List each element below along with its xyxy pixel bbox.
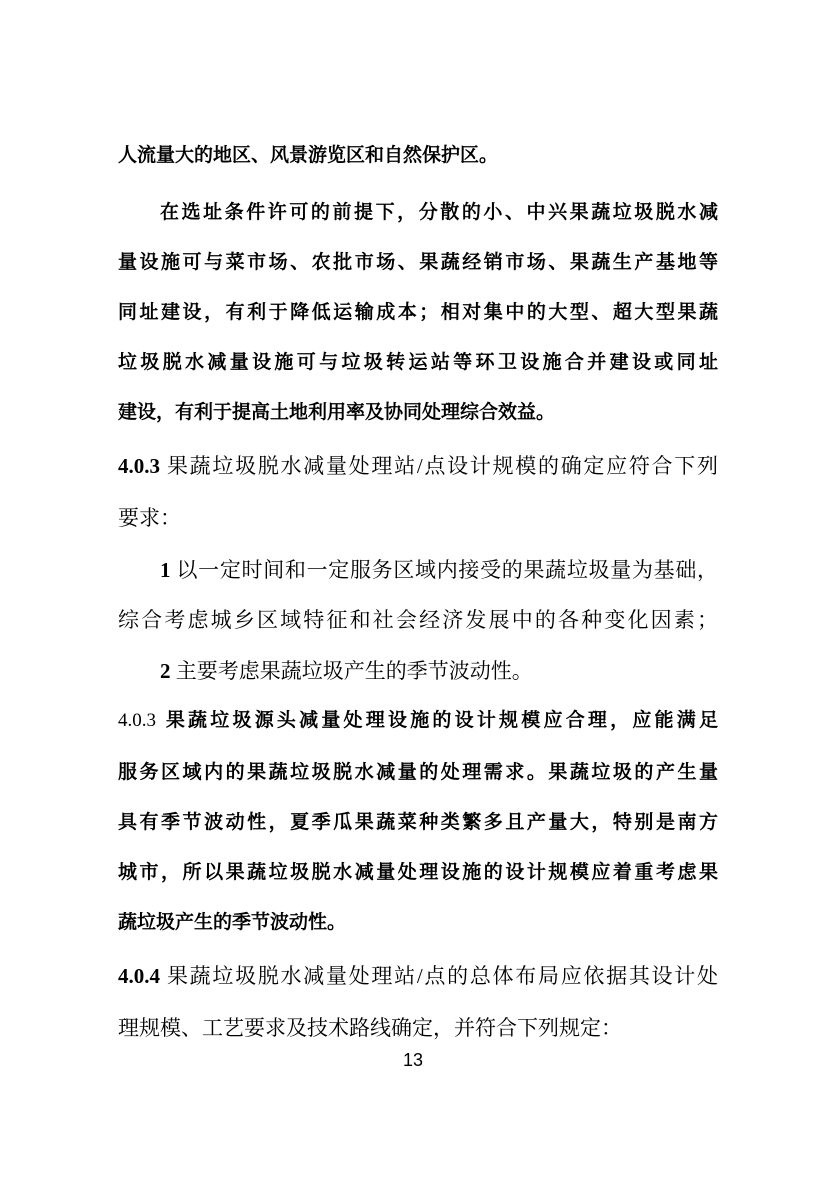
item-1-line-1 (160, 560, 718, 581)
explanation-1-line-1: 人流量大的地区、风景游览区和自然保护区。 (118, 144, 499, 166)
item-1-text-1: 以一定时间和一定服务区域内接受的果蔬垃圾量为基础， (176, 558, 719, 582)
clause-4-0-3-number: 4.0.3 (118, 454, 160, 478)
explanation-4-0-3-line-3: 具有季节波动性，夏季瓜果蔬菜种类繁多且产量大，特别是南方 (118, 811, 718, 833)
explanation-2-line-4: 垃圾脱水减量设施可与垃圾转运站等环卫设施合并建设或同址 (118, 351, 718, 373)
explanation-4-0-3-text-1: 果蔬垃圾源头减量处理设施的设计规模应合理，应能满足 (165, 709, 718, 731)
explanation-2-line-2: 量设施可与菜市场、农批市场、果蔬经销市场、果蔬生产基地等 (118, 251, 718, 273)
explanation-4-0-3-number: 4.0.3 (118, 710, 156, 731)
clause-4-0-4-line-1 (118, 966, 718, 987)
item-2-line-1 (160, 661, 718, 682)
explanation-4-0-3-line-1 (118, 711, 718, 730)
clause-4-0-3-line-1 (118, 456, 718, 477)
explanation-2-line-5: 建设，有利于提高土地利用率及协同处理综合效益。 (118, 401, 556, 423)
item-2-text-1: 主要考虑果蔬垃圾产生的季节波动性。 (175, 659, 533, 683)
clause-4-0-3-line-2: 要求： (118, 506, 181, 530)
explanation-2-line-1: 在选址条件许可的前提下，分散的小、中兴果蔬垃圾脱水减 (160, 201, 718, 223)
item-2-number: 2 (160, 659, 171, 683)
clause-4-0-3-text-1: 果蔬垃圾脱水减量处理站/点设计规模的确定应符合下列 (166, 454, 718, 478)
clause-4-0-4-line-2: 理规模、工艺要求及技术路线确定，并符合下列规定： (118, 1016, 622, 1040)
explanation-4-0-3-line-5: 蔬垃圾产生的季节波动性。 (118, 911, 347, 933)
clause-4-0-4-number: 4.0.4 (118, 964, 160, 988)
explanation-2-line-3: 同址建设，有利于降低运输成本；相对集中的大型、超大型果蔬 (118, 301, 718, 323)
item-1-line-2: 综合考虑城乡区域特征和社会经济发展中的各种变化因素； (118, 608, 718, 632)
explanation-4-0-3-line-4: 城市，所以果蔬垃圾脱水减量处理设施的设计规模应着重考虑果 (118, 861, 718, 883)
explanation-4-0-3-line-2: 服务区域内的果蔬垃圾脱水减量的处理需求。果蔬垃圾的产生量 (118, 761, 718, 783)
page-number: 13 (402, 1050, 424, 1070)
clause-4-0-4-text-1: 果蔬垃圾脱水减量处理站/点的总体布局应依据其设计处 (166, 964, 718, 988)
item-1-number: 1 (160, 558, 171, 582)
